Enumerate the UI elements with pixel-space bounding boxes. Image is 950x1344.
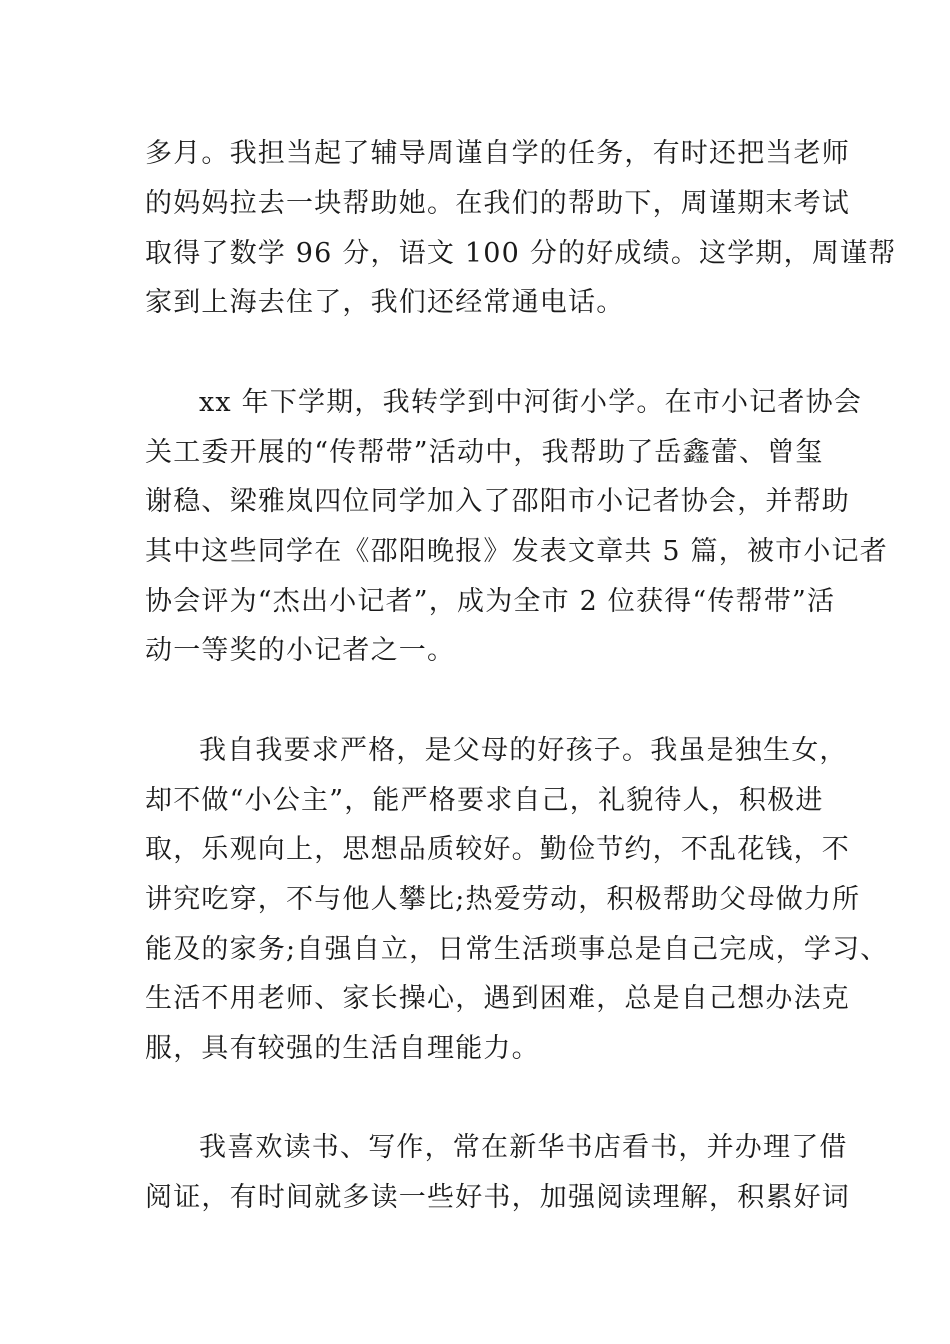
paragraph-3-line-1: 我自我要求严格，是父母的好孩子。我虽是独生女， (199, 735, 848, 766)
paragraph-2-line-4: 其中这些同学在《邵阳晚报》发表文章共 5 篇，被市小记者 (145, 536, 888, 567)
paragraph-3-line-6: 生活不用老师、家长操心，遇到困难，总是自己想办法克 (145, 983, 850, 1014)
paragraph-3-line-4: 讲究吃穿，不与他人攀比;热爱劳动，积极帮助父母做力所 (145, 884, 861, 915)
paragraph-3-line-2: 却不做“小公主”，能严格要求自己，礼貌待人，积极进 (145, 785, 824, 816)
paragraph-2-line-6: 动一等奖的小记者之一。 (145, 635, 456, 666)
paragraph-2-line-2: 关工委开展的“传帮带”活动中，我帮助了岳鑫蕾、曾玺 (145, 437, 824, 468)
paragraph-1-line-1: 多月。我担当起了辅导周谨自学的任务，有时还把当老师 (145, 138, 850, 169)
paragraph-1-line-4: 家到上海去住了，我们还经常通电话。 (145, 287, 625, 318)
paragraph-4-line-1: 我喜欢读书、写作，常在新华书店看书，并办理了借 (199, 1132, 848, 1163)
paragraph-3-line-7: 服，具有较强的生活自理能力。 (145, 1033, 540, 1064)
paragraph-1-line-2: 的妈妈拉去一块帮助她。在我们的帮助下，周谨期末考试 (145, 188, 850, 219)
paragraph-2-line-5: 协会评为“杰出小记者”，成为全市 2 位获得“传帮带”活 (145, 586, 836, 617)
paragraph-2-line-3: 谢稳、梁雅岚四位同学加入了邵阳市小记者协会，并帮助 (145, 486, 850, 517)
paragraph-4-line-2: 阅证，有时间就多读一些好书，加强阅读理解，积累好词 (145, 1182, 850, 1213)
paragraph-3-line-5: 能及的家务;自强自立，日常生活琐事总是自己完成，学习、 (145, 934, 889, 965)
paragraph-3-line-3: 取，乐观向上，思想品质较好。勤俭节约，不乱花钱，不 (145, 834, 850, 865)
paragraph-2-line-1: xx 年下学期，我转学到中河街小学。在市小记者协会 (199, 387, 863, 418)
paragraph-1-line-3: 取得了数学 96 分，语文 100 分的好成绩。这学期，周谨帮 (145, 238, 897, 269)
